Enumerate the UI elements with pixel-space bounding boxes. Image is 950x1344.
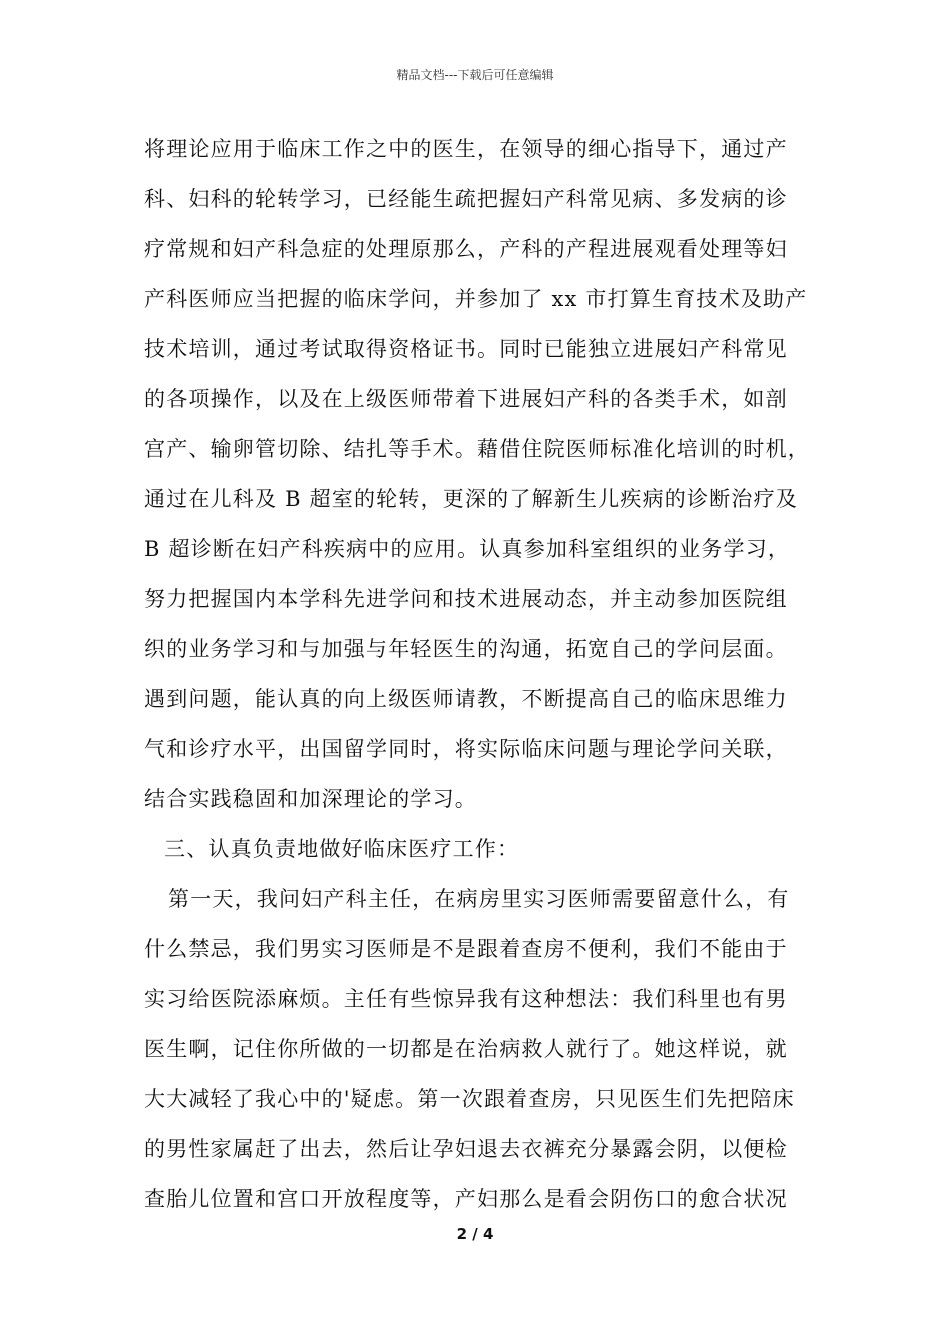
text-line: 医生啊，记住你所做的一切都是在治病救人就行了。她这样说，就 [144, 1037, 788, 1061]
text-line: 的各项操作，以及在上级医师带着下进展妇产科的各类手术，如剖 [144, 387, 788, 411]
text-line: 遇到问题，能认真的向上级医师请教，不断提高自己的临床思维力 [144, 687, 788, 711]
text-line: 的男性家属赶了出去，然后让孕妇退去衣裤充分暴露会阴，以便检 [144, 1137, 788, 1161]
page-number: 2 / 4 [456, 1225, 494, 1243]
text-line: 技术培训，通过考试取得资格证书。同时已能独立进展妇产科常见 [144, 337, 788, 361]
body-text [144, 124, 834, 1224]
text-line: 宫产、输卵管切除、结扎等手术。藉借住院医师标准化培训的时机， [144, 437, 810, 461]
text-line: 结合实践稳固和加深理论的学习。 [144, 787, 477, 811]
text-line: B 超诊断在妇产科疾病中的应用。认真参加科室组织的业务学习， [144, 537, 791, 561]
text-line: 织的业务学习和与加强与年轻医生的沟通，拓宽自己的学问层面。 [144, 637, 788, 661]
section-heading: 三、认真负责地做好临床医疗工作： [164, 837, 520, 861]
text-line: 查胎儿位置和宫口开放程度等，产妇那么是看会阴伤口的愈合状况 [144, 1187, 788, 1211]
text-line: 努力把握国内本学科先进学问和技术进展动态，并主动参加医院组 [144, 587, 788, 611]
text-line: 通过在儿科及 B 超室的轮转，更深的了解新生儿疾病的诊断治疗及 [144, 487, 798, 511]
text-line: 实习给医院添麻烦。主任有些惊异我有这种想法：我们科里也有男 [144, 987, 788, 1011]
text-line: 疗常规和妇产科急症的处理原那么，产科的产程进展观看处理等妇 [144, 237, 788, 261]
text-line: 什么禁忌，我们男实习医师是不是跟着查房不便利，我们不能由于 [144, 937, 788, 961]
text-line: 科、妇科的轮转学习，已经能生疏把握妇产科常见病、多发病的诊 [144, 187, 788, 211]
text-line: 产科医师应当把握的临床学问，并参加了 xx 市打算生育技术及助产 [144, 287, 808, 311]
text-line: 第一天，我问妇产科主任，在病房里实习医师需要留意什么，有 [168, 887, 790, 911]
text-line: 气和诊疗水平，出国留学同时，将实际临床问题与理论学问关联， [144, 737, 788, 761]
text-line: 大大减轻了我心中的'疑虑。第一次跟着查房，只见医生们先把陪床 [144, 1087, 795, 1111]
text-line: 将理论应用于临床工作之中的医生，在领导的细心指导下，通过产 [144, 137, 788, 161]
page-header: 精品文档---下载后可任意编辑 [396, 68, 554, 82]
